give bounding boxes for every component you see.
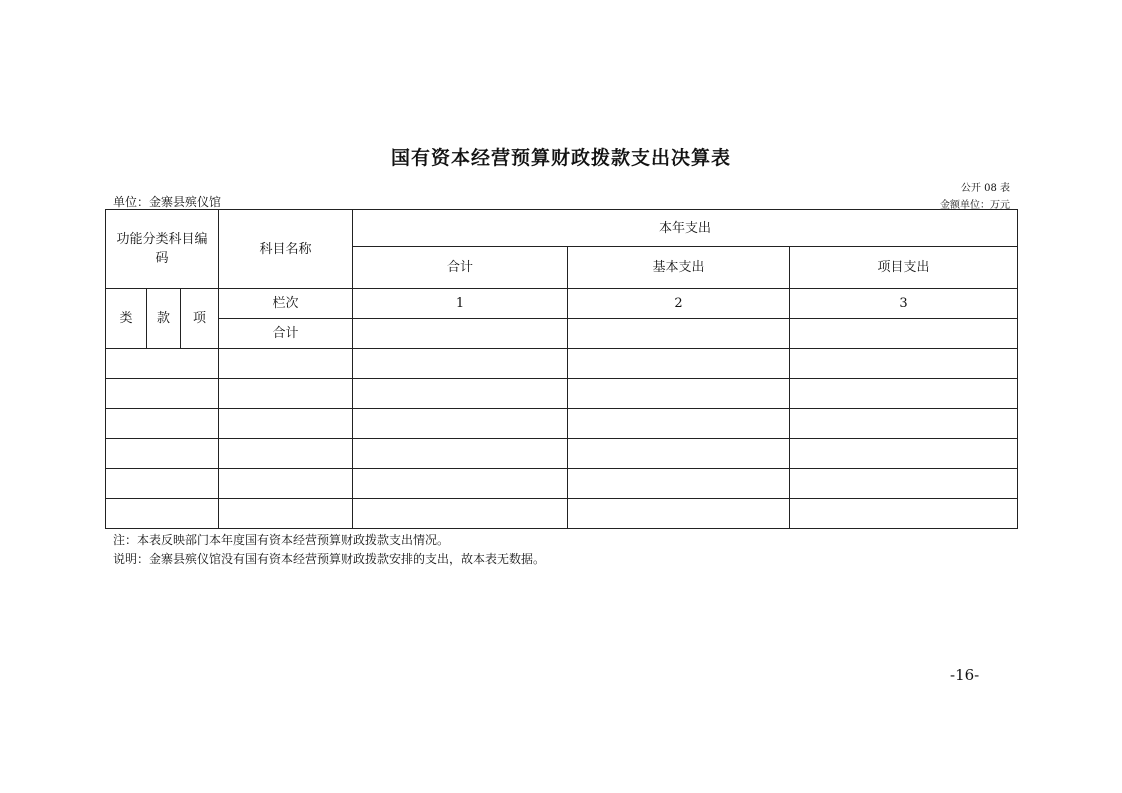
table-cell (219, 379, 353, 409)
table-cell (353, 439, 568, 469)
table-cell (568, 319, 790, 349)
table-cell (353, 319, 568, 349)
table-cell (568, 499, 790, 529)
table-cell (219, 499, 353, 529)
amount-unit-label: 金额单位：万元 (940, 200, 1010, 211)
table-row (106, 379, 1018, 409)
page-title: 国有资本经营预算财政拨款支出决算表 (390, 147, 731, 169)
explanation-text: 说明：金寨县殡仪馆没有国有资本经营预算财政拨款安排的支出，故本表无数据。 (113, 552, 546, 566)
table-row (106, 409, 1018, 439)
page-number: -16- (950, 666, 980, 684)
table-row (106, 439, 1018, 469)
column-index-2: 2 (568, 289, 790, 319)
table-cell (353, 469, 568, 499)
table-cell (790, 349, 1018, 379)
table-cell (106, 439, 219, 469)
table-cell (219, 469, 353, 499)
table-cell (568, 379, 790, 409)
table-cell (106, 379, 219, 409)
unit-label: 单位：金寨县殡仪馆 (113, 195, 222, 209)
table-cell (219, 439, 353, 469)
table-cell (106, 349, 219, 379)
table-cell (353, 499, 568, 529)
total-row-label: 合计 (219, 319, 353, 349)
func-code-header: 功能分类科目编码 (106, 210, 219, 289)
table-cell (106, 499, 219, 529)
code-class-header: 类 (106, 289, 147, 349)
table-cell (790, 499, 1018, 529)
table-cell (790, 439, 1018, 469)
table-cell (790, 469, 1018, 499)
column-index-1: 1 (353, 289, 568, 319)
table-cell (219, 349, 353, 379)
column-index-3: 3 (790, 289, 1018, 319)
table-row (106, 499, 1018, 529)
table-row (106, 349, 1018, 379)
notes (113, 531, 545, 569)
table-cell (790, 409, 1018, 439)
table-cell (353, 349, 568, 379)
table-cell (568, 349, 790, 379)
total-header: 合计 (353, 247, 568, 289)
project-expense-header: 项目支出 (790, 247, 1018, 289)
subject-name-header: 科目名称 (219, 210, 353, 289)
table-cell (790, 379, 1018, 409)
table-row (106, 469, 1018, 499)
code-section-header: 款 (147, 289, 181, 349)
year-expense-header: 本年支出 (353, 210, 1018, 247)
table-cell (353, 379, 568, 409)
code-item-header: 项 (181, 289, 219, 349)
table-cell (568, 409, 790, 439)
column-index-label: 栏次 (219, 289, 353, 319)
table-cell (353, 409, 568, 439)
table-cell (106, 409, 219, 439)
form-number: 公开 08 表 (960, 183, 1010, 194)
note-text: 注：本表反映部门本年度国有资本经营预算财政拨款支出情况。 (113, 533, 450, 547)
table-cell (568, 469, 790, 499)
table-cell (219, 409, 353, 439)
table-cell (790, 319, 1018, 349)
table-cell (568, 439, 790, 469)
table-cell (106, 469, 219, 499)
basic-expense-header: 基本支出 (568, 247, 790, 289)
expenditure-table (105, 209, 1018, 529)
